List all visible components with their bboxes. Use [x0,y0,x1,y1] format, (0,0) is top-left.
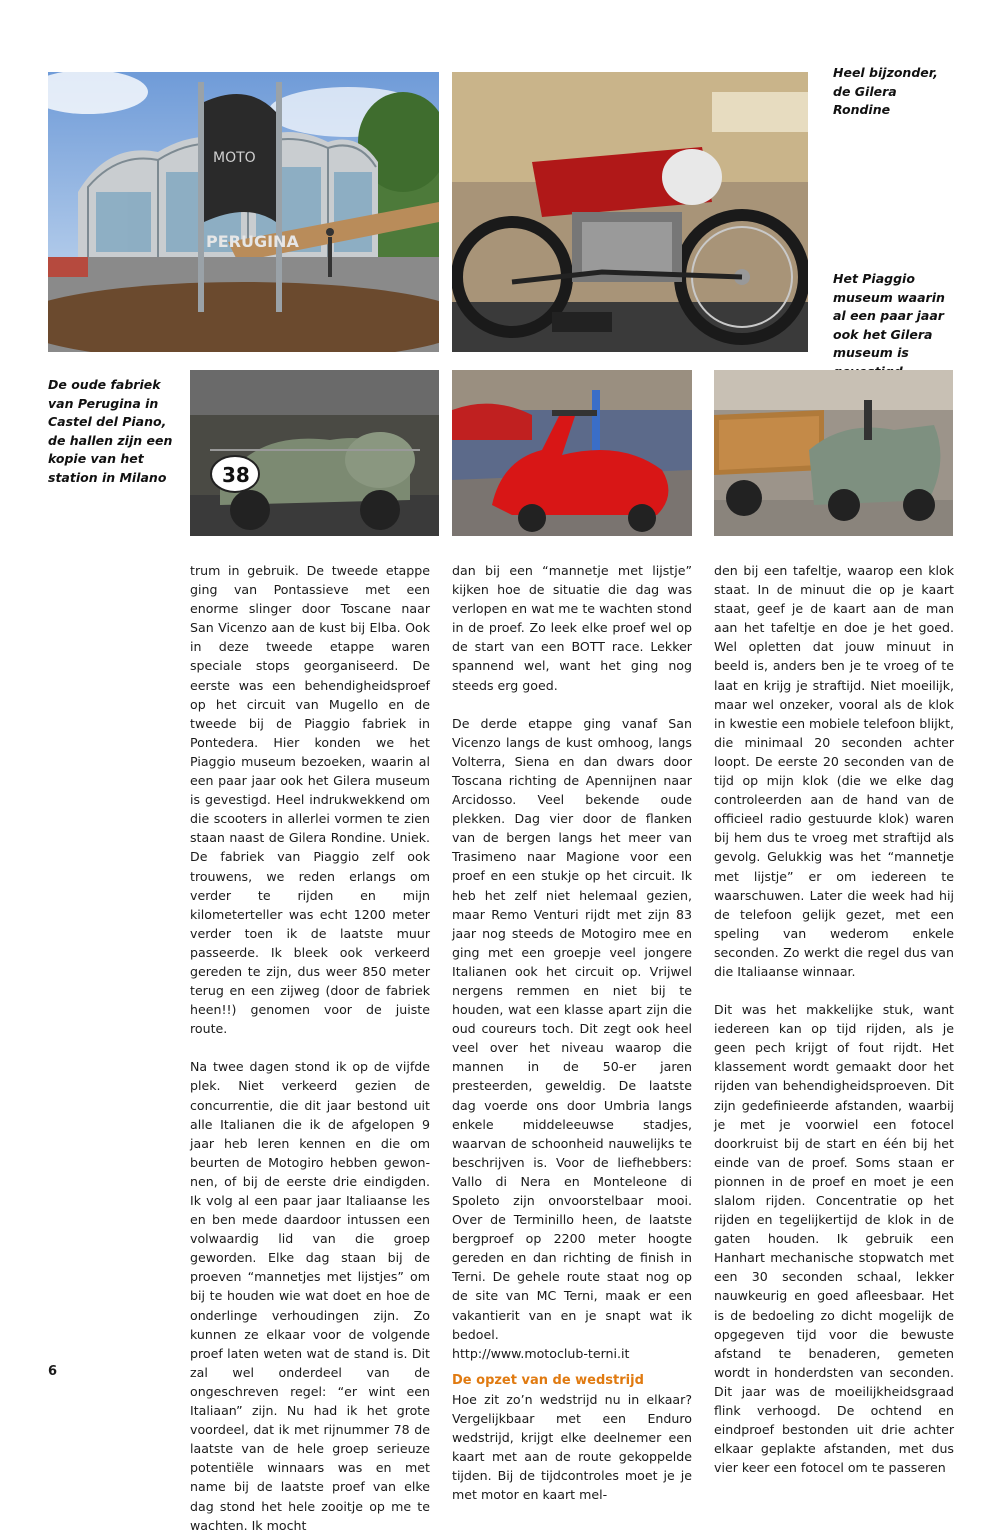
motoclub-url-link[interactable]: http://www.motoclub-terni.it [452,1345,630,1361]
photo-green-three-wheeler [714,370,953,536]
text-column-2 [452,561,692,1504]
photo-gilera-rondine [452,72,808,352]
sign-perugina-text: PERUGINA [206,232,299,251]
col1-paragraph-2: Na twee dagen stond ik op de vijfde plek. Niet verkeerd gezien de concurrentie, die dit jaar bestond uit alle Italianen die ik de afgelopen 9 jaar heb leren kennen en die om beurten de Motogiro hebben gewonnen, of bij de eerste drie eindigden. Ik volg al een paar jaar Italiaanse les en ben mede daardoor intussen een volwaardig lid van die groep geworden. Elke dag staan bij de proeven “mannetjes met lijstjes” om bij te houden wie wat doet en hoe de onderlinge verhoudingen zijn. Zo kunnen ze elkaar voor de volgende proef laten weten wat de stand is. Dit zal wel onderdeel van de ongeschreven regel: “er wint een Italiaan” zijn. Nu had ik het grote voordeel, dat ik met rijnummer 78 de laatste van de hele groep serieuze potentiële winnaars was en met name bij de laatste proef van elke dag stond het hele zooitje op me te wachten. Ik mocht [190,1059,430,1533]
caption-piaggio-museum: Het Piaggio museum waarin al een paar jaar ook het Gilera museum is [833,271,945,360]
col2-paragraph-1: dan bij een “mannetje met lijstje” kijken hoe de situatie die dag was verlopen en wat me te wachten stond in de proef. Zo leek elke proef wel op de start van een BOTT race. Lekker spannend wel, want het ging nog steeds erg goed. [452,563,692,693]
col3-paragraph-1: den bij een tafeltje, waarop een klok staat. In de minuut die op je kaart staat, geef je de kaart aan de man aan het tafeltje en doe je het goed. Wel opletten dat jouw minuut in beeld is, anders ben je te vroeg of te laat en krijg je straftijd. Niet moeilijk, maar wel onzeker, vooral als de klok in kwestie een mobiele telefoon blijkt, die minimaal 20 seconden achter loopt. De eerste 20 seconden van de tijd op mijn klok (die we elke dag controleerden aan de hand van de officieel radio gestuurde klok) waren bij hem dus te vroeg met straftijd als gevolg. Gelukkig was het “mannetje met lijstje” er om iedereen te waarschuwen. Later die week had hij de telefoon gelijk gezet, met een speling van wederom enkele seconden. Zo werkt die regel dus van die Italiaanse winnaar. [714,563,955,979]
page-number: 6 [48,1364,58,1379]
text-column-3 [714,561,954,1477]
photo-perugina-factory [48,72,439,352]
photo-red-vespa [452,370,692,536]
col1-paragraph-1: trum in gebruik. De tweede etappe ging van Pontassieve met een enorme slinger door Toscane naar San Vicenzo aan de kust bij Elba. Ook in deze tweede etappe waren speciale stops georganiseerd. De eerste was een behendigheidsproef op het circuit van Mugello en de tweede bij de Piaggio fabriek in Pontedera. Hier konden we het Piaggio museum bezoeken, waarin al een paar jaar ook het Gilera museum is gevestigd. Heel indrukwekkend om die scooters in allerlei vormen te zien staan naast de Gilera Rondine. Uniek. De fabriek van Piaggio zelf ook trouwens, we reden erlangs om verder te rijden en mijn kilometerteller was echt 1200 meter verder toen ik de laatste muur passeerde. Ik bleek ook verkeerd gereden te zijn, dus weer 850 meter terug en een zijweg (door de fabriek heen!!) genomen voor de juiste route. [190,563,430,1037]
sign-moto-text: MOTO [213,150,256,166]
caption-gilera-rondine: Heel bijzonder, de Gilera Rondine [833,65,938,117]
col2-paragraph-3: Hoe zit zo’n wedstrijd nu in elkaar? Vergelijkbaar met een Enduro wedstrijd, krijgt elke deelnemer een kaart met aan de route gekoppelde tijden. Bij de tijdcontroles moet je je met motor en kaart mel- [452,1391,692,1503]
caption-perugina-factory: De oude fabriek van Perugina in Castel del Piano, de hallen zijn een kopie van het station in Milano [48,377,173,485]
scooter-number-text: 38 [222,463,250,487]
col2-paragraph-2: De derde etappe ging vanaf San Vicenzo langs de kust omhoog, langs Volterra, Siena en dan dwars door Toscana richting de Apennijnen naar Arcidosso. Veel bekende oude plekken. Dag vier door de flanken van de bergen langs het meer van Trasimeno naar Magione voor een proef en een stukje op het circuit. Ik heb het zelf niet helemaal gezien, maar Remo Venturi rijdt met zijn 83 jaar nog steeds de Motogiro mee en ging met een groepje veel jongere Italianen ook het circuit op. Vrijwel nergens remmen en niet bij te houden, wat een klasse apart zijn die oud coureurs toch. Dit zegt ook heel veel over het niveau waarop die mannen in de 50-er jaren presteerden, geweldig. De laatste dag voerde ons door Umbria langs enkele middeleeuwse stadjes, waarvan de schoonheid nauwelijks te beschrijven is. Voor de liefhebbers: Vallo di Nera en Monteleone di Spoleto zijn onvoorstelbaar mooi. Over de Terminillo heen, de laatste bergproef op 2200 meter hoogte gereden en dan richting de finish in Terni. De gehele route staat nog op de site van MC Terni, maak er een vakantierit van en je snapt wat ik bedoel. [452,715,692,1342]
photo-scooter-38 [190,370,439,536]
section-heading: De opzet van de wedstrijd [452,1372,644,1388]
col3-paragraph-2: Dit was het makkelijke stuk, want iedereen kan op tijd rijden, als je geen pech krijgt of fout rijdt. Het klassement wordt gemaakt door het rijden van behendigheidsproeven. Dit zijn gedefinieerde afstanden, waarbij je met je voorwiel een fotocel doorkruist bij de start en één bij het einde van de proef. Soms staan er pionnen in de proef en moet je een slalom rijden. Concentratie op het rijden en tegelijkertijd de klok in de gaten houden. Ik gebruik een Hanhart mechanische stopwatch met een 30 seconden schaal, lekker nauwkeurig en goed afleesbaar. Het is de bedoeling zo dicht mogelijk de opgegeven tijd voor die bewuste afstand te benaderen, gemeten wordt in honderdsten van seconden. Dit jaar was de moeilijkheidsgraad flink verhoogd. De ochtend en eindproef bestonden uit drie achter elkaar geplakte afstanden, met dus vier keer een fotocel om te passeren [714,1002,954,1476]
text-column-1 [190,561,430,1535]
